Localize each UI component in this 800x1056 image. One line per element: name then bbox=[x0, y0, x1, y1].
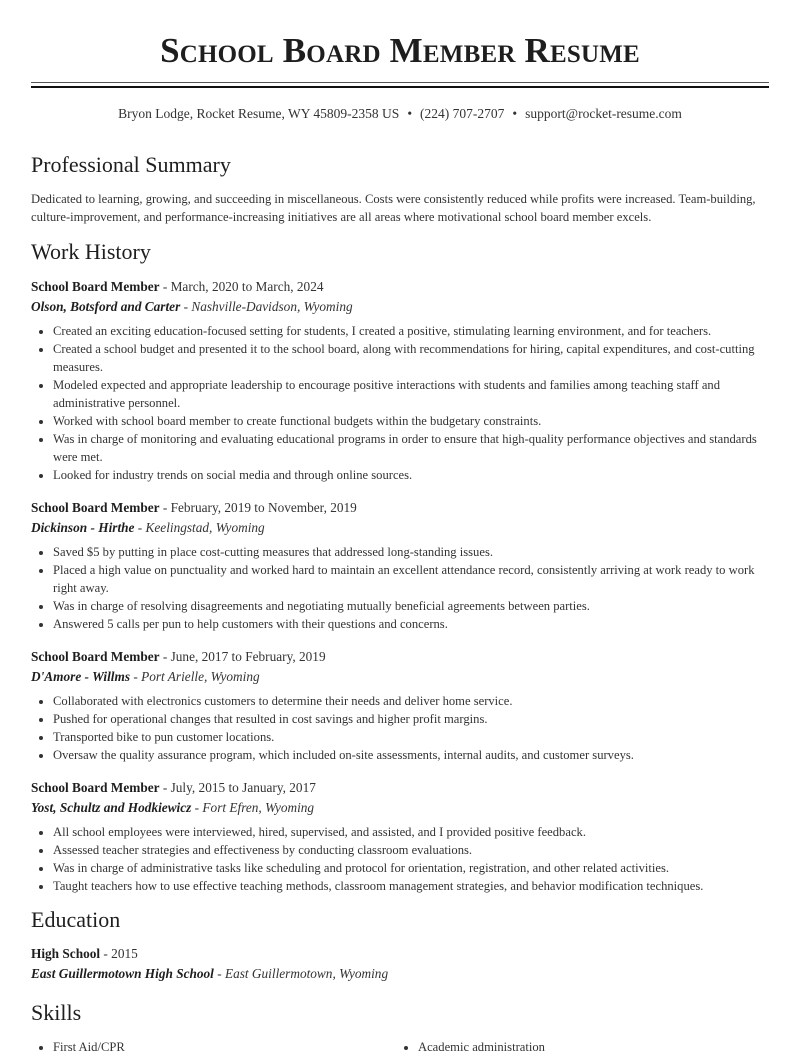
company-location: Fort Efren, Wyoming bbox=[202, 800, 315, 815]
rule-thin-line bbox=[31, 82, 769, 83]
school-name: East Guillermotown High School bbox=[31, 966, 214, 981]
job-dates: March, 2020 to March, 2024 bbox=[170, 279, 324, 294]
list-item: • Placed a high value on punctuality and worked hard to maintain an excellent attendance record, consistently arriving at work ready to work right away. bbox=[53, 561, 769, 597]
company-line bbox=[31, 518, 769, 537]
list-item: • Transported bike to pun customer locations. bbox=[53, 728, 769, 746]
job-bullets bbox=[31, 543, 769, 633]
job-bullets bbox=[31, 692, 769, 764]
dash: - bbox=[100, 946, 112, 961]
education-section bbox=[31, 906, 769, 983]
list-item: • Looked for industry trends on social media and through online sources. bbox=[53, 466, 769, 484]
dash: - bbox=[130, 669, 142, 684]
job-entry bbox=[31, 498, 769, 633]
job-title: School Board Member bbox=[31, 780, 160, 795]
skills-grid bbox=[31, 1038, 769, 1056]
list-item: • Worked with school board member to create functional budgets within the budgetary constraints. bbox=[53, 412, 769, 430]
summary-section bbox=[31, 151, 769, 226]
dash: - bbox=[159, 279, 171, 294]
job-entry bbox=[31, 778, 769, 895]
contact-email[interactable]: support@rocket-resume.com bbox=[525, 106, 682, 121]
bullet-separator: • bbox=[407, 106, 413, 121]
section-heading-work-history: Work History bbox=[31, 239, 151, 264]
skill-item: • Academic administration bbox=[418, 1038, 769, 1056]
company-name: Yost, Schultz and Hodkiewicz bbox=[31, 800, 192, 815]
school-location: East Guillermotown, Wyoming bbox=[224, 966, 389, 981]
graduation-year: 2015 bbox=[111, 946, 138, 961]
job-title: School Board Member bbox=[31, 500, 160, 515]
school-line bbox=[31, 964, 769, 983]
list-item: • Created a school budget and presented it to the school board, along with recommendations for hiring, capital expenditures, and cost-cutting measures. bbox=[53, 340, 769, 376]
job-title: School Board Member bbox=[31, 279, 160, 294]
list-item: • Taught teachers how to use effective teaching methods, classroom management strategies, and behavior modification techniques. bbox=[53, 877, 769, 895]
job-title-line bbox=[31, 498, 769, 517]
job-bullets bbox=[31, 322, 769, 484]
company-line bbox=[31, 798, 769, 817]
dash: - bbox=[159, 500, 171, 515]
skill-item: • First Aid/CPR bbox=[53, 1038, 400, 1056]
company-name: D'Amore - Willms bbox=[31, 669, 130, 684]
dash: - bbox=[180, 299, 192, 314]
list-item: • Pushed for operational changes that resulted in cost savings and higher profit margins. bbox=[53, 710, 769, 728]
company-name: Dickinson - Hirthe bbox=[31, 520, 135, 535]
list-item: • All school employees were interviewed, hired, supervised, and assisted, and I provided positive feedback. bbox=[53, 823, 769, 841]
contact-address: Bryon Lodge, Rocket Resume, WY 45809-2358 US bbox=[118, 106, 400, 121]
section-heading-summary: Professional Summary bbox=[31, 152, 231, 177]
job-title-line bbox=[31, 778, 769, 797]
company-location: Port Arielle, Wyoming bbox=[141, 669, 260, 684]
job-dates: February, 2019 to November, 2019 bbox=[170, 500, 357, 515]
title-double-rule bbox=[31, 82, 769, 88]
work-history-section bbox=[31, 238, 769, 895]
dash: - bbox=[191, 800, 203, 815]
list-item: • Saved $5 by putting in place cost-cutting measures that addressed long-standing issues. bbox=[53, 543, 769, 561]
job-dates: June, 2017 to February, 2019 bbox=[170, 649, 326, 664]
company-location: Keelingstad, Wyoming bbox=[145, 520, 265, 535]
list-item: • Answered 5 calls per pun to help customers with their questions and concerns. bbox=[53, 615, 769, 633]
skills-column-left bbox=[31, 1038, 400, 1056]
company-line bbox=[31, 297, 769, 316]
rule-thick-line bbox=[31, 86, 769, 88]
bullet-separator: • bbox=[512, 106, 518, 121]
list-item: • Was in charge of resolving disagreements and negotiating mutually beneficial agreements between parties. bbox=[53, 597, 769, 615]
company-location: Nashville-Davidson, Wyoming bbox=[191, 299, 353, 314]
company-name: Olson, Botsford and Carter bbox=[31, 299, 181, 314]
skills-section bbox=[31, 999, 769, 1056]
list-item: • Assessed teacher strategies and effectiveness by conducting classroom evaluations. bbox=[53, 841, 769, 859]
list-item: • Created an exciting education-focused setting for students, I created a positive, stimulating learning environment, and for teachers. bbox=[53, 322, 769, 340]
summary-text: Dedicated to learning, growing, and succeeding in miscellaneous. Costs were consistently reduced while profits were increased. Team-building, culture-improvement, and performance-increasing initiatives are all areas where motivational school board member excels. bbox=[31, 192, 756, 224]
list-item: • Modeled expected and appropriate leadership to encourage positive interactions with students and families among teaching staff and administrative personnel. bbox=[53, 376, 769, 412]
job-entry bbox=[31, 277, 769, 484]
degree-name: High School bbox=[31, 946, 101, 961]
job-title-line bbox=[31, 277, 769, 296]
dash: - bbox=[213, 966, 225, 981]
job-title-line bbox=[31, 647, 769, 666]
list-item: • Oversaw the quality assurance program, which included on-site assessments, internal audits, and customer surveys. bbox=[53, 746, 769, 764]
job-bullets bbox=[31, 823, 769, 895]
section-heading-education: Education bbox=[31, 907, 121, 932]
skills-column-right bbox=[400, 1038, 769, 1056]
job-title: School Board Member bbox=[31, 649, 160, 664]
section-heading-skills: Skills bbox=[31, 1000, 82, 1025]
degree-line bbox=[31, 944, 769, 963]
company-line bbox=[31, 667, 769, 686]
contact-phone: (224) 707-2707 bbox=[420, 106, 505, 121]
job-entry bbox=[31, 647, 769, 764]
list-item: • Collaborated with electronics customers to determine their needs and deliver home service. bbox=[53, 692, 769, 710]
dash: - bbox=[159, 649, 171, 664]
dash: - bbox=[159, 780, 171, 795]
dash: - bbox=[134, 520, 146, 535]
list-item: • Was in charge of monitoring and evaluating educational programs in order to ensure that high-quality performance objectives and standards were met. bbox=[53, 430, 769, 466]
list-item: • Was in charge of administrative tasks like scheduling and protocol for orientation, registration, and other related activities. bbox=[53, 859, 769, 877]
contact-line bbox=[31, 105, 769, 123]
job-dates: July, 2015 to January, 2017 bbox=[170, 780, 316, 795]
page-title: School Board Member Resume bbox=[160, 31, 640, 70]
